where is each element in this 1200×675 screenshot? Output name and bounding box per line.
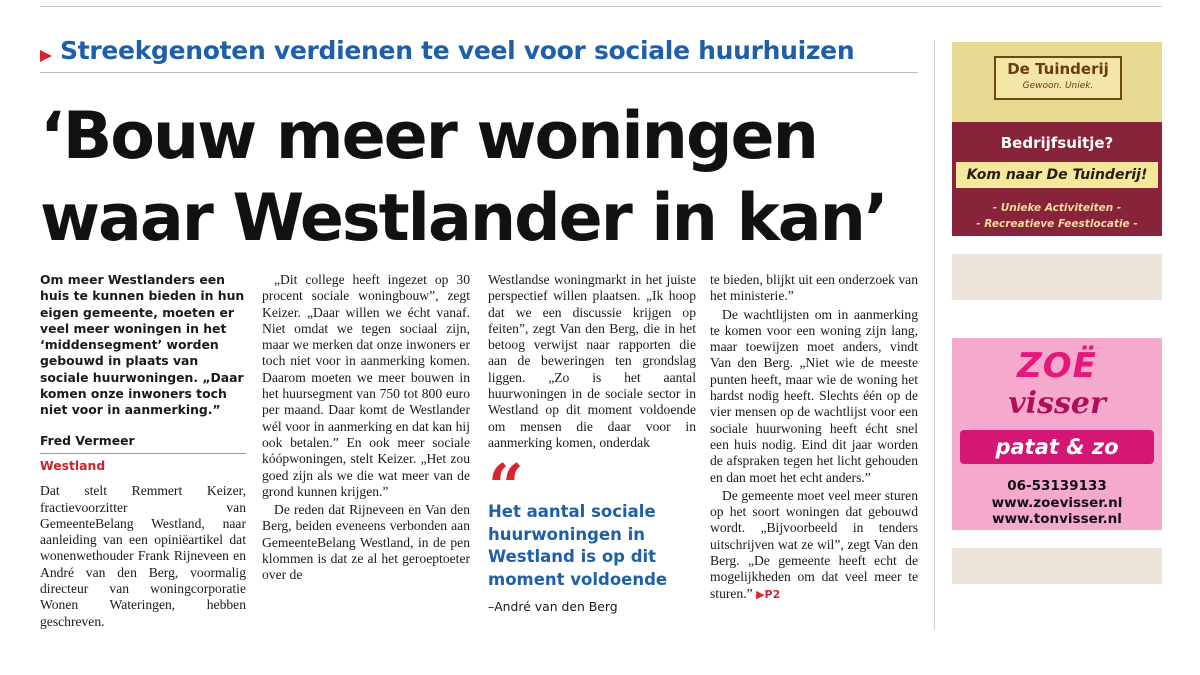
kicker-text: Streekgenoten verdienen te veel voor sociale huurhuizen	[60, 36, 855, 65]
column-divider	[934, 40, 935, 630]
ad-cta: Kom naar De Tuinderij!	[956, 162, 1158, 188]
intro-paragraph: Om meer Westlanders een huis te kunnen bieden in hun eigen gemeente, moeten er veel meer woningen in het ‘middensegment’ worden gebouwd in plaats van sociale huurwoningen. „Daar komen onze inwoners toch niet voor in aanmerking.”	[40, 272, 245, 418]
body-paragraph	[710, 488, 918, 603]
body-paragraph: De reden dat Rijneveen en Van den Berg, beiden eveneens verbonden aan GemeenteBelang Westland, in de pen klommen is dat ze al het geroeptoeter over de	[262, 502, 470, 583]
ad-header-panel	[952, 42, 1162, 122]
headline-line-2: waar Westlander in kan’	[40, 181, 887, 256]
body-paragraph: „Dit college heeft ingezet op 30 procent sociale woningbouw”, zegt Keizer. „Daar willen we écht vanaf. Niet omdat we tegen sociaal zijn, maar we merken dat onze inwoners er toch niet voor in aanmerking komen. Daarom moeten we meer bouwen in het huursegment van 750 tot 800 euro per maand. Daar komt de Westlander wél voor in aanmerking en dat kan hij ook betalen.” En ook meer sociale kóópwoningen, stelt Keizer. „Het zou goed zijn als we die wat meer van de grond kunnen krijgen.”	[262, 272, 470, 499]
kicker-arrow-icon	[40, 50, 52, 62]
ad-phone: 06-53139133	[1007, 478, 1107, 494]
tuinderij-logo	[994, 56, 1122, 100]
paragraph-text: De gemeente moet veel meer sturen op het soort woningen dat gebouwd wordt. „Bijvoorbeeld in tenders uitschrijven wat ze wil”, zegt Van den Berg. „De gemeente heeft echt de mogelijkheden om dat veel meer te sturen.”	[710, 487, 918, 601]
pull-quote: Het aantal sociale huurwoningen in Westland is op dit moment voldoende	[488, 502, 668, 589]
quote-attribution: –André van den Berg	[488, 599, 618, 615]
ad-line-1: - Unieke Activiteiten -	[992, 202, 1122, 214]
column-1	[40, 272, 246, 630]
ad-brand-name: De Tuinderij	[1007, 60, 1109, 78]
ad-name: ZOË	[1017, 346, 1097, 386]
top-rule	[40, 6, 1162, 7]
ad-surname: visser	[1008, 386, 1106, 421]
body-paragraph: te bieden, blijkt uit een onderzoek van het ministerie.”	[710, 272, 918, 304]
ad-website-1: www.zoevisser.nl	[991, 495, 1123, 511]
headline	[40, 96, 920, 260]
ad-tagline: Gewoon. Uniek.	[1022, 81, 1094, 91]
author-byline: Fred Vermeer	[40, 433, 246, 454]
kicker-bar	[40, 36, 918, 73]
body-paragraph: De wachtlijsten om in aanmerking te komen voor een woning zijn lang, maar toewijzen moet anders, vindt Van den Berg. „Niet wie de meeste punten heeft, maar wie de woning het hardst nodig heeft. Slechts één op de vier mensen op de wachtlijst voor een sociale huurwoning heeft écht snel een huis nodig. Eind dit jaar worden de afspraken tegen het licht gehouden en dan moet het echt anders.”	[710, 306, 918, 485]
ad-website-2: www.tonvisser.nl	[992, 511, 1122, 527]
ad-question: Bedrijfsuitje?	[1000, 134, 1114, 152]
ad-line-2: - Recreatieve Feestlocatie -	[976, 218, 1138, 230]
body-paragraph: Westlandse woningmarkt in het juiste perspectief willen plaatsen. „Ik hoop dat we een discussie krijgen op feiten”, zegt Van den Berg, die in het betoog verwijst naar rapporten die aan de beweringen ten grondslag liggen. „Zo is het aantal huurwoningen in de sociale sector in Westland op dit moment voldoende om mensen die daar voor in aanmerking komen, onderdak	[488, 272, 696, 450]
body-paragraph: Dat stelt Remmert Keizer, fractievoorzitter van GemeenteBelang Westland, naar aanleiding van een opiniëartikel dat wonenwethouder Frank Rijneveen en André van den Berg, voormalig directeur van woningcorporatie Wonen Wateringen, hebben geschreven.	[40, 483, 246, 629]
end-arrow-icon: ▶	[756, 587, 765, 601]
column-2	[262, 272, 470, 584]
column-4	[710, 272, 918, 603]
page-reference: P2	[764, 587, 781, 601]
quote-mark-icon: “	[488, 461, 524, 502]
advertisement-tuinderij[interactable]	[952, 42, 1162, 236]
empty-ad-slot	[952, 254, 1162, 300]
ad-tag-banner: patat & zo	[960, 430, 1154, 464]
headline-line-1: ‘Bouw meer woningen	[40, 99, 817, 174]
dateline: Westland	[40, 457, 106, 473]
advertisement-zoe-visser[interactable]	[952, 338, 1162, 530]
column-3	[488, 272, 696, 616]
empty-ad-slot	[952, 548, 1162, 584]
